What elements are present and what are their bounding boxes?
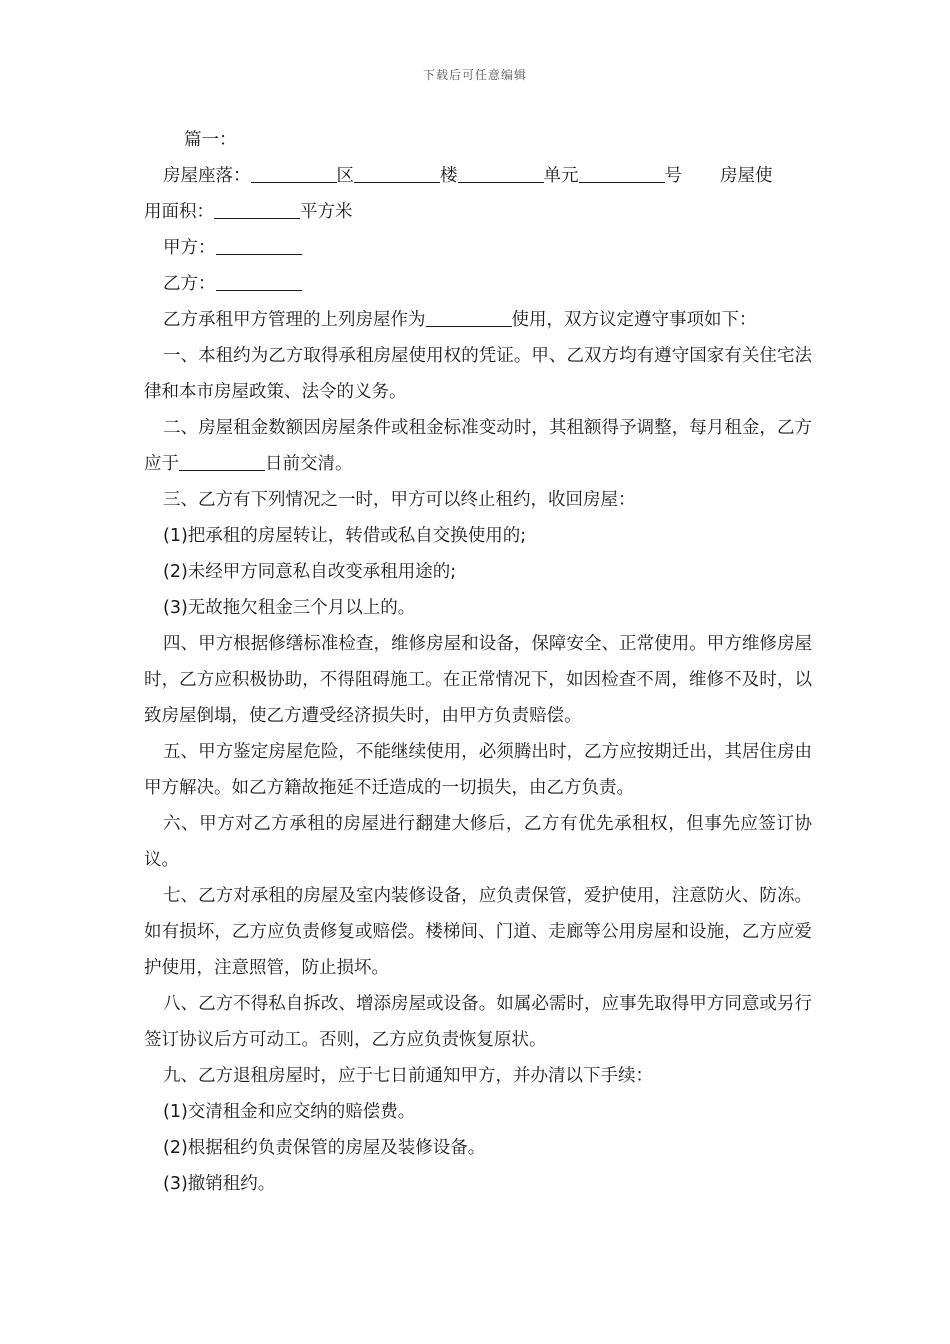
building-label: 楼 <box>440 166 458 186</box>
blank-field[interactable] <box>579 162 665 183</box>
clause-8: 八、乙方不得私自拆改、增添房屋或设备。如属必需时，应事先取得甲方同意或另行签订协议后方可动工。否则，乙方应负责恢复原状。 <box>144 994 812 1050</box>
clause-6: 六、甲方对乙方承租的房屋进行翻建大修后，乙方有优先承租权，但事先应签订协议。 <box>144 814 812 870</box>
intro-prefix: 乙方承租甲方管理的上列房屋作为 <box>163 310 426 330</box>
section-title: 篇一： <box>184 130 237 150</box>
district-label: 区 <box>336 166 354 186</box>
blank-field[interactable] <box>216 234 302 255</box>
intro-line <box>144 302 812 338</box>
clause-9: 九、乙方退租房屋时，应于七日前通知甲方，并办清以下手续： <box>163 1066 653 1086</box>
clause-3: 三、乙方有下列情况之一时，甲方可以终止租约，收回房屋： <box>163 490 636 510</box>
clause-1: 一、本租约为乙方取得承租房屋使用权的凭证。甲、乙双方均有遵守国家有关住宅法律和本市房屋政策、法令的义务。 <box>144 346 812 402</box>
page-header-note: 下载后可任意编辑 <box>422 68 527 82</box>
clause-2 <box>144 410 812 482</box>
party-b-line <box>144 266 812 302</box>
blank-field[interactable] <box>179 450 265 471</box>
clause-5: 五、甲方鉴定房屋危险，不能继续使用，必须腾出时，乙方应按期迁出，其居住房由甲方解决。如乙方籍故拖延不迁造成的一切损失，由乙方负责。 <box>144 742 812 798</box>
party-a-line <box>144 230 812 266</box>
area-label-cont: 用面积： <box>144 202 214 222</box>
clause-4: 四、甲方根据修缮标准检查，维修房屋和设备，保障安全、正常使用。甲方维修房屋时，乙方应积极协助，不得阻碍施工。在正常情况下，如因检查不周，维修不及时，以致房屋倒塌，使乙方遭受经济损失时，由甲方负责赔偿。 <box>144 634 812 726</box>
number-label: 号 <box>664 166 682 186</box>
blank-field[interactable] <box>458 162 544 183</box>
contract-body <box>144 122 812 1202</box>
clause-9-item-3: (3)撤销租约。 <box>163 1174 276 1194</box>
party-b-label: 乙方： <box>163 274 216 294</box>
clause-3-item-1: (1)把承租的房屋转让，转借或私自交换使用的; <box>163 526 527 546</box>
blank-field[interactable] <box>426 306 512 327</box>
clause-2-prefix: 二、房屋租金数额因房屋条件或租金标准变动时，其租额得予调整，每月租金，乙方应于 <box>144 418 812 474</box>
clause-9-item-1: (1)交清租金和应交纳的赔偿费。 <box>163 1102 416 1122</box>
clause-7: 七、乙方对承租的房屋及室内装修设备，应负责保管，爱护使用，注意防火、防冻。如有损坏，乙方应负责修复或赔偿。楼梯间、门道、走廊等公用房屋和设施，乙方应爱护使用，注意照管，防止损坏。 <box>144 886 812 978</box>
area-unit: 平方米 <box>300 202 353 222</box>
blank-field[interactable] <box>214 198 300 219</box>
clause-2-suffix: 日前交清。 <box>265 454 353 474</box>
clause-3-item-2: (2)未经甲方同意私自改变承租用途的; <box>163 562 457 582</box>
unit-label: 单元 <box>543 166 579 186</box>
blank-field[interactable] <box>354 162 440 183</box>
party-a-label: 甲方： <box>163 238 216 258</box>
clause-3-item-3: (3)无故拖欠租金三个月以上的。 <box>163 598 416 618</box>
location-line <box>144 158 812 194</box>
blank-field[interactable] <box>216 270 302 291</box>
location-label: 房屋座落： <box>163 166 251 186</box>
area-label: 房屋使 <box>720 166 773 186</box>
clause-9-item-2: (2)根据租约负责保管的房屋及装修设备。 <box>163 1138 486 1158</box>
area-line <box>144 194 812 230</box>
intro-suffix: 使用，双方议定遵守事项如下： <box>511 310 757 330</box>
blank-field[interactable] <box>251 162 337 183</box>
